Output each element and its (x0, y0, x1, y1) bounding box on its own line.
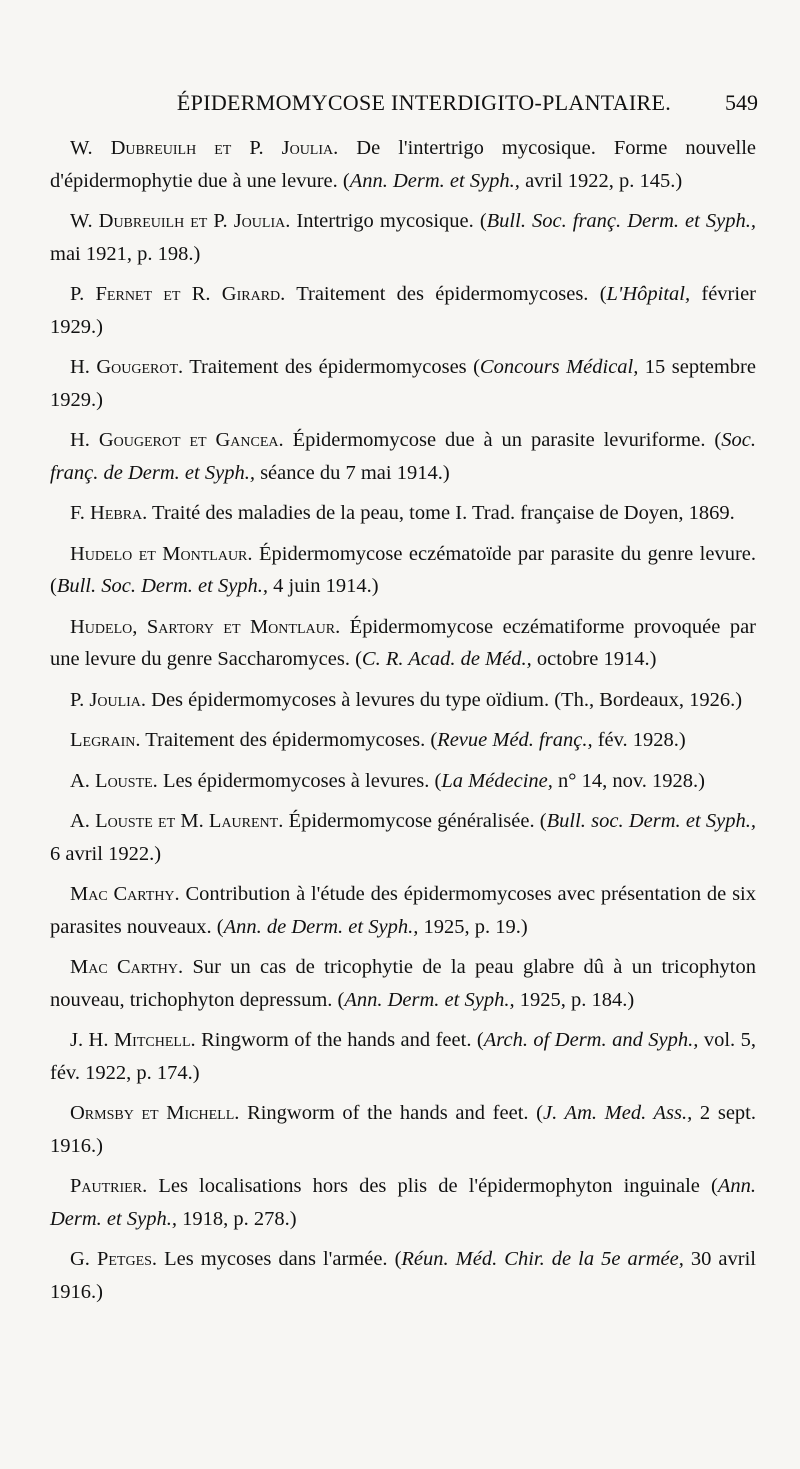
entry-authors: G. Petges. (70, 1248, 158, 1270)
entry-title: Les localisations hors des plis de l'épidermophyton inguinale ( (147, 1175, 718, 1197)
entry-authors: F. Hebra. (70, 502, 148, 524)
entry-tail: vol. 5, fév. 1922, p. 174.) (50, 1029, 756, 1084)
entry-tail: février 1929.) (50, 283, 756, 338)
entry-source: Soc. franç. de Derm. et Syph., (50, 429, 756, 484)
entry-tail: 30 avril 1916.) (50, 1248, 756, 1303)
entry-title: Ringworm of the hands and feet. ( (195, 1029, 484, 1051)
entry-authors: Hudelo et Montlaur. (70, 542, 253, 565)
entry-title: Traitement des épidermomycoses. ( (140, 729, 438, 751)
entry-source: Ann. Derm. et Syph., (50, 1175, 756, 1230)
running-title: ÉPIDERMOMYCOSE INTERDIGITO-PLANTAIRE. (176, 90, 672, 115)
entry-authors: W. Dubreuilh et P. Joulia. (70, 137, 339, 159)
entry-title: Épidermomycose généralisée. ( (283, 810, 547, 832)
entry-source: Bull. Soc. Derm. et Syph., (56, 575, 269, 597)
entry-authors: Pautrier. (70, 1175, 148, 1197)
entry-tail: octobre 1914.) (531, 648, 657, 670)
entry-title: Contribution à l'étude des épidermomycoses avec présentation de six parasites nouveaux. ( (50, 883, 756, 938)
entry-authors: P. Joulia. (70, 688, 147, 711)
entry-authors: A. Louste. (70, 769, 158, 792)
entry-title: Traitement des épidermomycoses ( (183, 356, 480, 378)
entry-tail: 15 septembre 1929.) (50, 356, 756, 411)
bibliography-entry (50, 611, 756, 676)
entry-authors: Hudelo, Sartory et Montlaur. (70, 615, 341, 638)
entry-authors: A. Louste et M. Laurent. (70, 810, 284, 832)
entry-title: Ringworm of the hands and feet. ( (239, 1102, 544, 1124)
entry-title: Épidermomycose eczématoïde par parasite du genre levure. ( (50, 542, 757, 597)
bibliography-entry (50, 1170, 756, 1235)
page-number: 549 (725, 90, 758, 115)
bibliography-entry (50, 951, 756, 1016)
entry-tail: 6 avril 1922.) (50, 842, 162, 865)
entry-authors: J. H. Mitchell. (70, 1029, 196, 1051)
entry-title: Épidermomycose eczématiforme provoquée par une levure du genre Saccharomyces. ( (50, 615, 756, 670)
bibliography-entry (50, 805, 756, 870)
bibliography-entry (50, 1024, 756, 1089)
entry-source: Revue Méd. franç., (437, 729, 593, 751)
entry-title: De l'intertrigo mycosique. Forme nouvelle d'épidermophytie due à une levure. ( (50, 137, 756, 192)
entry-tail: fév. 1928.) (592, 729, 686, 751)
entry-authors: Mac Carthy. (70, 956, 184, 978)
page-header (50, 88, 758, 118)
bibliography-entry (50, 278, 756, 343)
entry-tail: 4 juin 1914.) (268, 575, 379, 597)
entry-authors: P. Fernet et R. Girard. (70, 283, 286, 305)
entry-authors: Legrain. (70, 729, 141, 751)
bibliography-entry (50, 538, 756, 603)
bibliography-entry (50, 1097, 756, 1162)
entry-title: Des épidermomycoses à levures du type oïdium. (Th., Bordeaux, 1926.) (146, 688, 743, 711)
entry-source: J. Am. Med. Ass., (543, 1102, 693, 1124)
bibliography-entry (50, 132, 756, 197)
bibliography-entry (50, 497, 756, 530)
entry-tail: 1925, p. 184.) (514, 988, 635, 1011)
entry-source: Ann. de Derm. et Syph., (223, 915, 419, 938)
entry-title: Traité des maladies de la peau, tome I. Trad. française de Doyen, 1869. (147, 502, 735, 524)
entry-authors: Mac Carthy. (70, 883, 180, 905)
bibliography-entry (50, 351, 756, 416)
bibliography-entry (50, 684, 756, 717)
entry-source: Arch. of Derm. and Syph., (483, 1029, 699, 1051)
bibliography-entry (50, 205, 756, 270)
entry-title: Épidermomycose due à un parasite levuriforme. ( (283, 429, 722, 451)
entry-authors: H. Gougerot. (70, 356, 184, 378)
entry-authors: W. Dubreuilh et P. Joulia. (70, 210, 291, 232)
entry-tail: 1925, p. 19.) (418, 915, 528, 938)
entry-source: Bull. soc. Derm. et Syph., (546, 810, 756, 832)
entry-source: Concours Médical, (479, 356, 639, 378)
entry-tail: 2 sept. 1916.) (50, 1102, 756, 1157)
entry-authors: H. Gougerot et Gancea. (70, 429, 284, 451)
entry-tail: 1918, p. 278.) (176, 1207, 297, 1230)
bibliography-entry (50, 765, 756, 798)
bibliography-entry (50, 878, 756, 943)
entry-source: La Médecine, (441, 769, 553, 792)
entry-source: Réun. Méd. Chir. de la 5e armée, (401, 1248, 684, 1270)
entry-title: Les mycoses dans l'armée. ( (157, 1248, 402, 1270)
entry-source: Bull. Soc. franç. Derm. et Syph., (486, 210, 756, 232)
entry-tail: séance du 7 mai 1914.) (254, 461, 450, 484)
entry-title: Intertrigo mycosique. ( (290, 210, 487, 232)
entry-tail: mai 1921, p. 198.) (50, 242, 201, 265)
entry-source: Ann. Derm. et Syph., (349, 169, 520, 192)
entry-authors: Ormsby et Michell. (70, 1102, 240, 1124)
entry-tail: n° 14, nov. 1928.) (552, 769, 705, 792)
entry-source: C. R. Acad. de Méd., (361, 648, 532, 670)
bibliography-entry (50, 1243, 756, 1308)
entry-title: Sur un cas de tricophytie de la peau glabre dû à un tricophyton nouveau, trichophyton depressum. ( (50, 956, 756, 1011)
entry-title: Les épidermomycoses à levures. ( (157, 769, 442, 792)
bibliography-entry (50, 724, 756, 757)
entry-source: L'Hôpital, (606, 283, 691, 305)
entry-title: Traitement des épidermomycoses. ( (285, 283, 607, 305)
bibliography-entry (50, 424, 756, 489)
entry-source: Ann. Derm. et Syph., (344, 988, 515, 1011)
entry-tail: avril 1922, p. 145.) (519, 169, 683, 192)
bibliography-list (50, 132, 756, 1316)
